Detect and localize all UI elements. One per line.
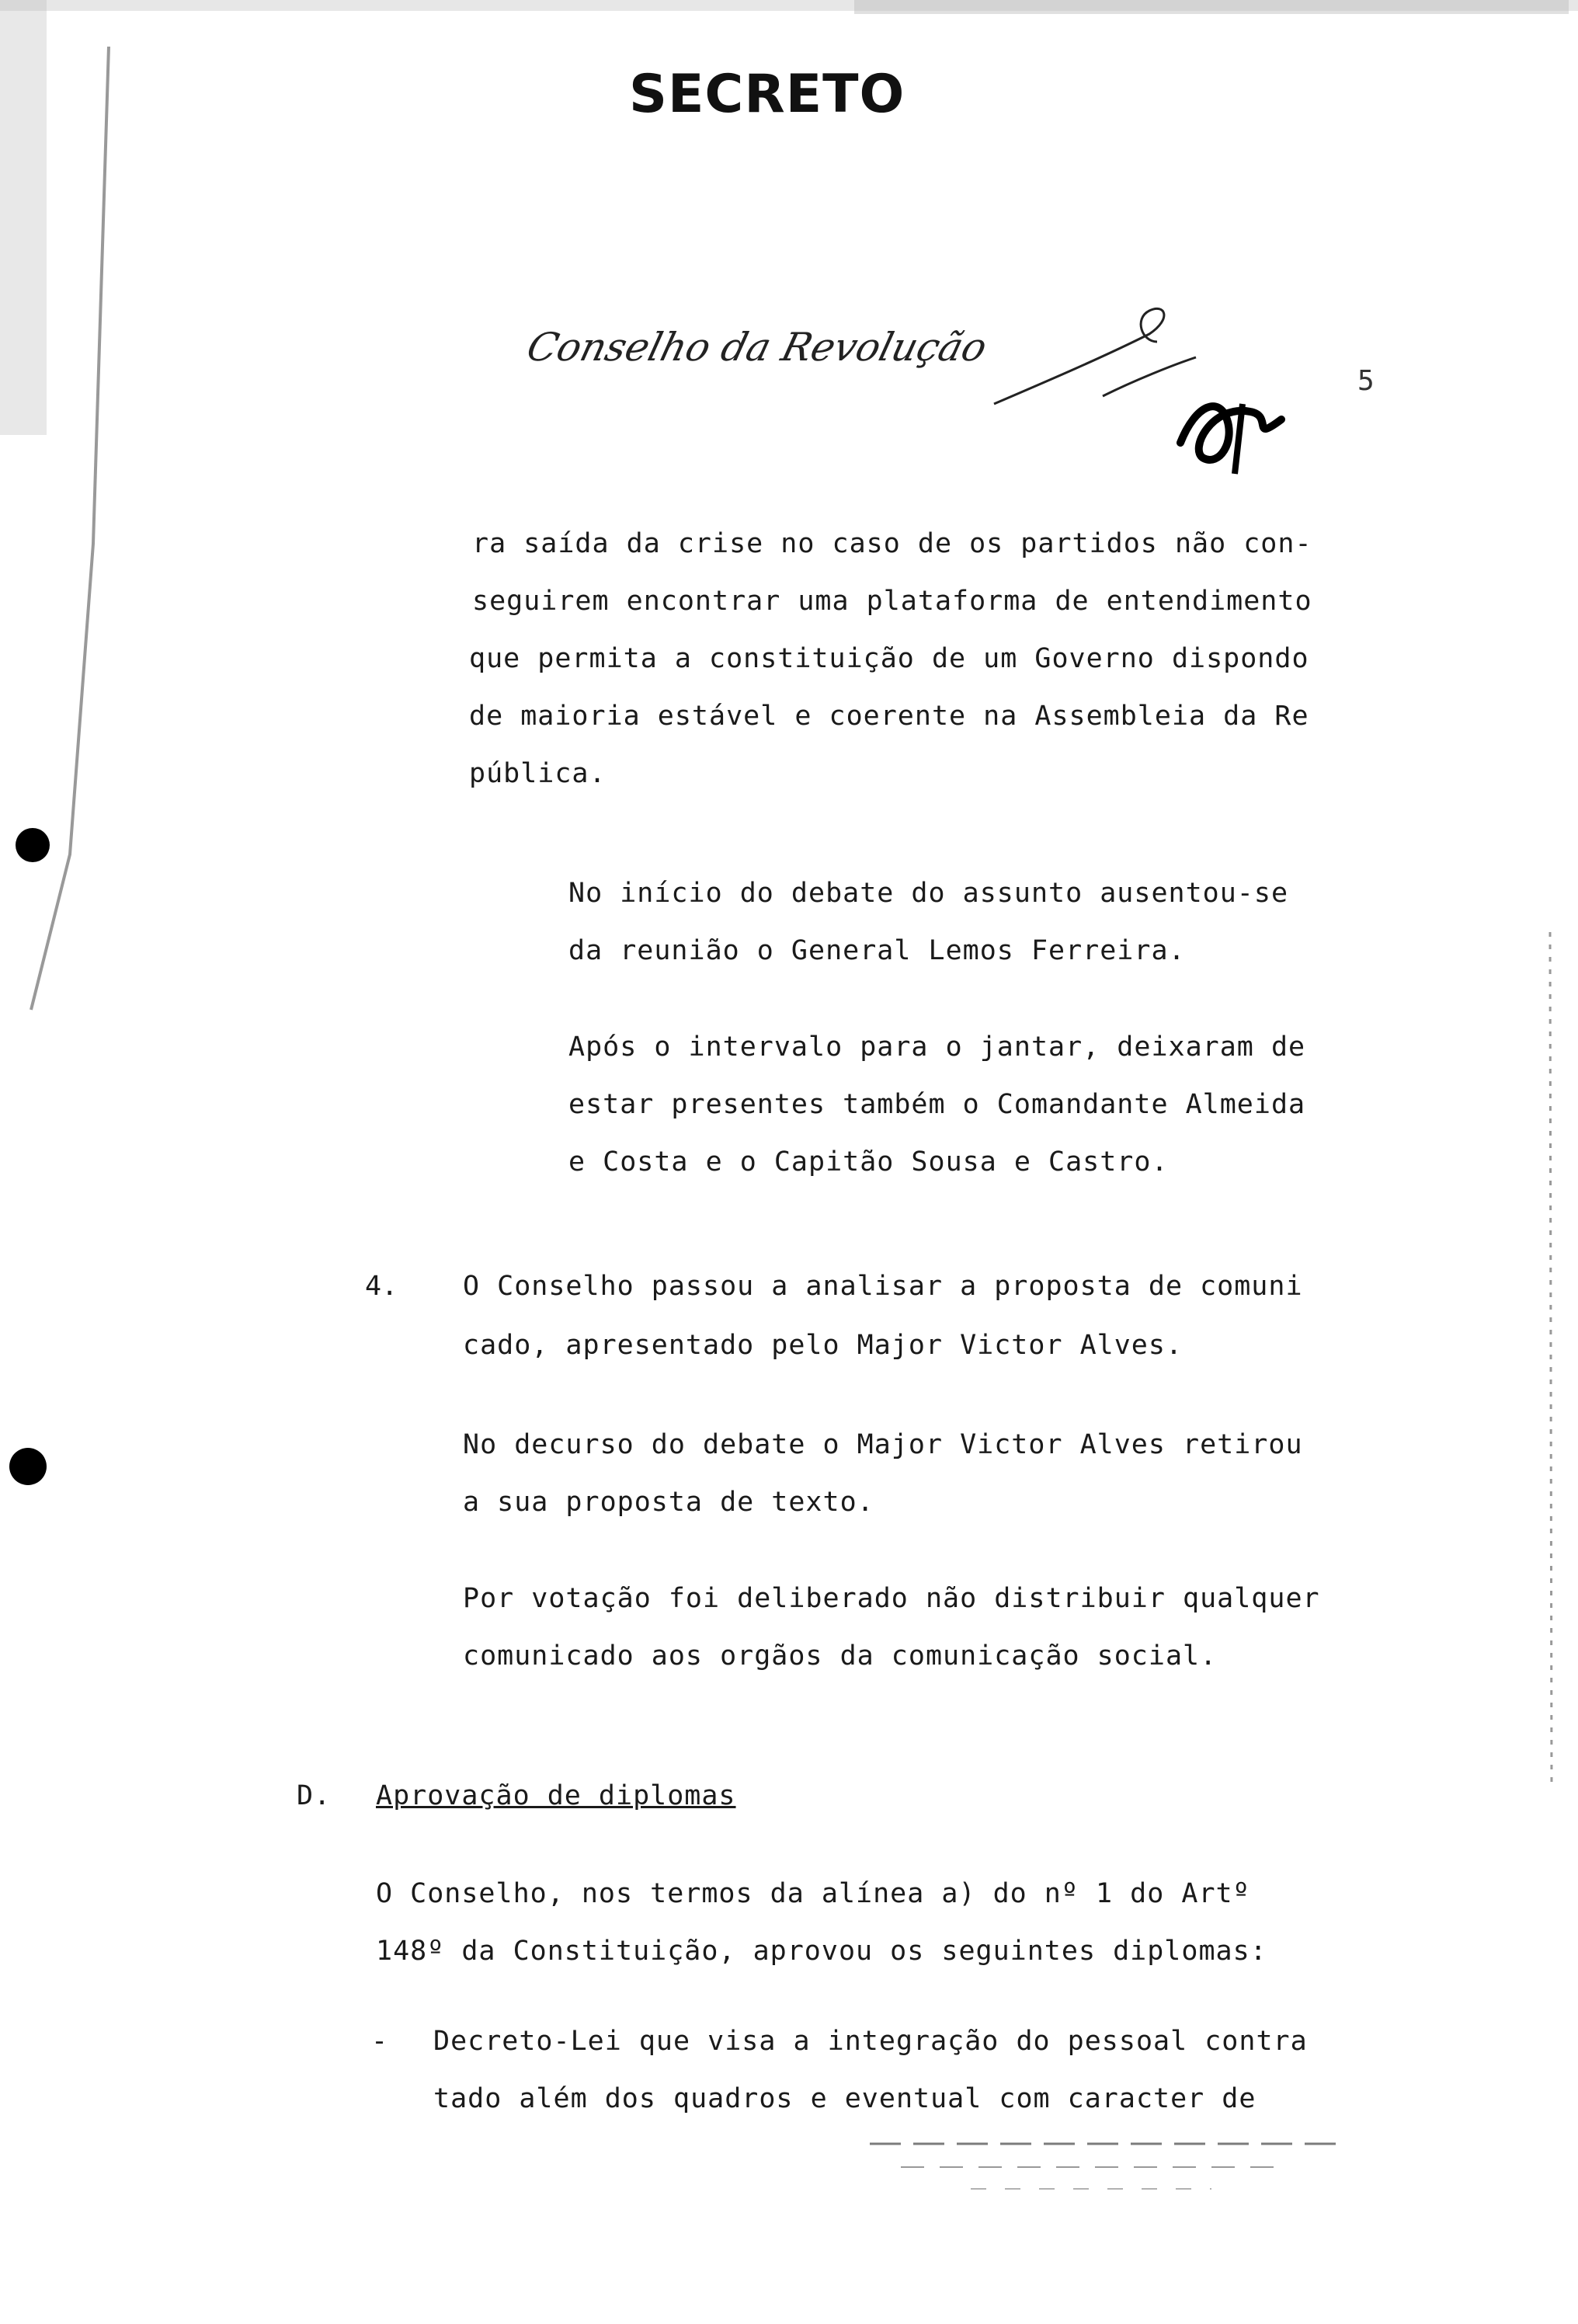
classification-stamp: SECRETO (629, 64, 905, 125)
section-heading: Aprovação de diplomas (376, 1780, 736, 1811)
absence-line: e Costa e o Capitão Sousa e Castro. (568, 1146, 1169, 1178)
section-line: 148º da Constituição, aprovou os seguintes diplomas: (376, 1936, 1267, 1967)
continuation-line: ra saída da crise no caso de os partidos não con- (472, 528, 1312, 559)
handwritten-signature (986, 287, 1312, 520)
continuation-line: de maioria estável e coerente na Assembleia da Re (469, 701, 1309, 732)
letterhead: Conselho da Revolução (522, 325, 992, 370)
diploma-line: Decreto-Lei que visa a integração do pessoal contra (433, 2026, 1308, 2057)
continuation-line: que permita a constituição de um Governo dispondo (469, 643, 1309, 674)
absence-line: Após o intervalo para o jantar, deixaram de (568, 1032, 1306, 1063)
continuation-line: pública. (469, 758, 607, 789)
item-line: comunicado aos orgãos da comunicação social. (463, 1640, 1218, 1672)
absence-line: No início do debate do assunto ausentou-se (568, 878, 1289, 909)
page-mark: 5 (1357, 365, 1375, 397)
item-line: a sua proposta de texto. (463, 1487, 874, 1518)
item-number: 4. (365, 1271, 398, 1302)
item-line: No decurso do debate o Major Victor Alves retirou (463, 1429, 1303, 1460)
bullet-dash: - (371, 2026, 388, 2057)
item-line: Por votação foi deliberado não distribuir qualquer (463, 1583, 1320, 1614)
section-letter: D. (297, 1780, 332, 1811)
item-line: O Conselho passou a analisar a proposta de comuni (463, 1271, 1303, 1302)
section-line: O Conselho, nos termos da alínea a) do nº 1 do Artº (376, 1878, 1250, 1909)
continuation-line: seguirem encontrar uma plataforma de entendimento (472, 586, 1312, 617)
diploma-line: tado além dos quadros e eventual com caracter de (433, 2083, 1256, 2114)
absence-line: estar presentes também o Comandante Almeida (568, 1089, 1306, 1120)
item-line: cado, apresentado pelo Major Victor Alves. (463, 1330, 1184, 1361)
absence-line: da reunião o General Lemos Ferreira. (568, 935, 1186, 966)
